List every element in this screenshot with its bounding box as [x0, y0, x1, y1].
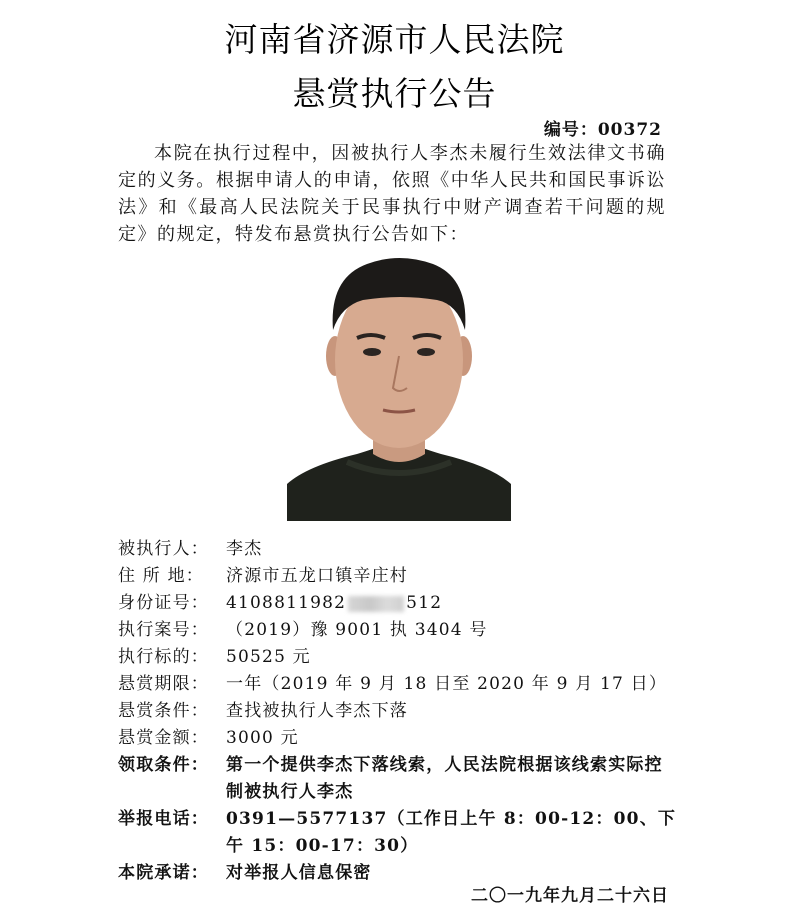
field-address-label: 住 所 地： — [118, 566, 205, 586]
execution-details — [118, 536, 678, 887]
id-number-prefix: 4108811982 — [226, 593, 347, 613]
field-name-label: 被执行人： — [118, 539, 209, 559]
field-promise-label: 本院承诺： — [118, 863, 209, 883]
field-target-amount-label: 执行标的： — [118, 647, 209, 667]
field-case-number — [118, 617, 678, 644]
notice-title: 悬赏执行公告 — [292, 74, 497, 113]
field-hotline-label: 举报电话： — [118, 809, 209, 829]
field-id-number-value — [226, 590, 678, 617]
field-target-amount — [118, 644, 678, 671]
field-reward-condition-value: 查找被执行人李杰下落 — [226, 701, 408, 721]
field-address — [118, 563, 678, 590]
field-reward-amount-value: 3000 元 — [226, 728, 299, 748]
notice-preamble: 本院在执行过程中，因被执行人李杰未履行生效法律文书确定的义务。根据申请人的申请，依照《中华人民共和国民事诉讼法》和《最高人民法院关于民事执行中财产调查若干问题的规定》的规定，特发布悬赏执行公告如下： — [118, 143, 666, 245]
field-name-value: 李杰 — [226, 539, 263, 559]
field-promise-value: 对举报人信息保密 — [226, 863, 372, 883]
field-reward-amount-label: 悬赏金额： — [118, 728, 209, 748]
field-case-number-value: （2019）豫 9001 执 3404 号 — [226, 620, 488, 640]
field-hotline — [118, 806, 678, 860]
field-reward-condition — [118, 698, 678, 725]
field-id-number-label: 身份证号： — [118, 593, 209, 613]
field-reward-period-value: 一年（2019 年 9 月 18 日至 2020 年 9 月 17 日） — [226, 674, 668, 694]
id-number-suffix: 512 — [406, 593, 443, 613]
field-claim-condition-label: 领取条件： — [118, 755, 209, 775]
id-number-redaction — [348, 596, 404, 612]
field-reward-period — [118, 671, 678, 698]
document-number: 编号：00372 — [543, 120, 662, 140]
field-reward-period-label: 悬赏期限： — [118, 674, 209, 694]
field-address-value: 济源市五龙口镇辛庄村 — [226, 566, 408, 586]
field-case-number-label: 执行案号： — [118, 620, 209, 640]
field-claim-condition — [118, 752, 678, 806]
person-photo — [287, 248, 511, 521]
field-hotline-value: 0391—5577137（工作日上午 8：00-12：00、下午 15：00-17：30） — [226, 809, 677, 856]
field-reward-amount — [118, 725, 678, 752]
issue-date: 二〇一九年九月二十六日 — [471, 886, 669, 906]
field-name — [118, 536, 678, 563]
field-target-amount-value: 50525 元 — [226, 647, 311, 667]
field-id-number — [118, 590, 678, 617]
court-name-title: 河南省济源市人民法院 — [224, 20, 565, 59]
field-claim-condition-value: 第一个提供李杰下落线索，人民法院根据该线索实际控制被执行人李杰 — [226, 755, 663, 802]
field-reward-condition-label: 悬赏条件： — [118, 701, 209, 721]
